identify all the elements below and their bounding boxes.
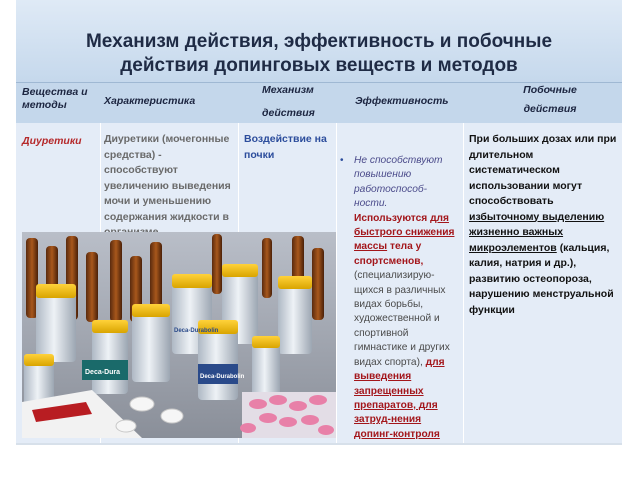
side-part-3: (кальция, калия, натрия и др.), развитию остеопороза, нарушению менструальной функции [469,241,614,316]
header-side-effects [495,84,605,116]
header-side-line-2: действия [523,103,577,115]
divider [16,443,622,445]
eff-part-2: Используются [354,212,428,224]
cell-substance: Диуретики [22,135,82,147]
title-line-1: Механизм действия, эффективность и побочные [85,31,553,52]
title-line-2: действия допинговых веществ и методов [120,55,518,76]
header-substance [22,86,88,112]
side-part-1: При больших дозах или при длительном систематическом использовании могут способствовать [469,133,617,207]
eff-part-5: (специализирую-щихся в различных видах борьбы, художественной и спортивной гимнастике и других видах спорта), [354,270,450,368]
eff-part-6: для выведения запрещенных препаратов, для затруд-нения допинг-контроля [354,356,445,440]
eff-part-3: для быстрого снижения массы [354,212,455,253]
header-effectiveness: Эффективность [355,95,449,107]
header-mechanism [262,84,334,120]
cell-side-effects [469,132,619,318]
header-substance-line-1: Вещества и [22,86,88,98]
column-divider [463,123,464,443]
vial-label: Deca-Dura [85,369,121,376]
header-mechanism-line-1: Механизм [262,84,314,96]
bullet-icon: • [340,155,344,166]
side-part-2: избыточному выделению жизненно важных микроэлементов [469,210,605,254]
slide-title [16,30,622,78]
header-characteristic: Характеристика [104,95,196,107]
cell-mechanism: Воздействие на почки [244,133,327,161]
header-substance-line-2: методы [22,99,67,111]
header-mechanism-line-2: действия [262,107,315,119]
cell-characteristic: Диуретики (мочегонные средства) - способствуют увеличению выведения мочи и уменьшению содержания жидкости в [104,133,231,223]
doping-drugs-photo [22,232,336,438]
cell-effectiveness [340,154,458,442]
vial-label: Deca-Durabolin [200,374,245,380]
column-divider [336,123,337,443]
header-side-line-1: Побочные [523,84,577,96]
vial-label: Deca-Durabolin [174,328,219,334]
eff-part-4: тела у спортсменов, [354,241,424,267]
eff-part-1: Не способствуют повышению работоспособ-ности. [354,155,443,210]
photo-illustration [22,232,336,438]
